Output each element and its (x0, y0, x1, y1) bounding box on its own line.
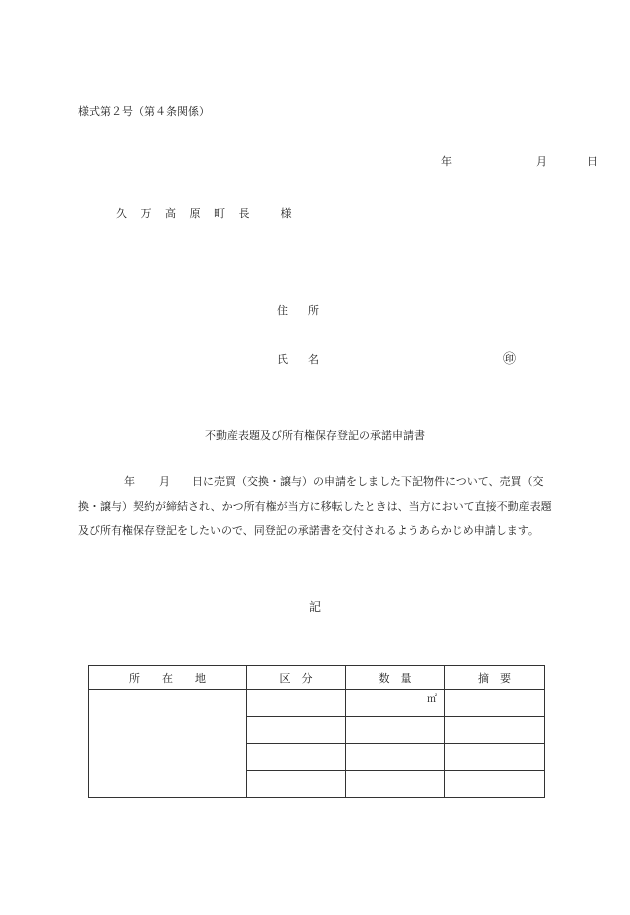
category-cell (247, 717, 346, 744)
property-table (88, 665, 545, 798)
address-label: 住所 (277, 304, 339, 317)
ki-heading: 記 (308, 600, 321, 614)
body-year: 年 (124, 475, 135, 488)
table-header-row (89, 666, 545, 690)
quantity-cell (346, 744, 445, 771)
quantity-cell (346, 690, 445, 717)
recipient-name: 久 万 高 原 町 長 (116, 207, 255, 220)
body-paragraph (78, 470, 558, 544)
remarks-cell (445, 744, 545, 771)
unit-label: ㎡ (427, 694, 437, 705)
body-text: 日に売買（交換・譲与）の申請をしました下記物件について、売買（交換・譲与）契約が締結され、かつ所有権が当方に移転したときは、当方において直接不動産表題及び所有権保存登記をしたいので、同登記の承諾書を交付されるようあらかじめ申請します。 (78, 475, 552, 537)
category-cell (247, 690, 346, 717)
header-remarks: 摘 要 (445, 666, 545, 690)
location-cell (89, 690, 247, 798)
quantity-cell (346, 717, 445, 744)
remarks-cell (445, 771, 545, 798)
document-title: 不動産表題及び所有権保存登記の承諾申請書 (205, 429, 425, 442)
recipient-honorific: 様 (280, 207, 292, 220)
recipient (116, 205, 291, 221)
form-number: 様式第２号（第４条関係） (78, 105, 210, 118)
name-label: 氏名 (277, 353, 339, 366)
date-line (441, 153, 598, 169)
date-year: 年 (441, 155, 452, 168)
date-day: 日 (587, 155, 598, 168)
quantity-cell (346, 771, 445, 798)
header-quantity: 数 量 (346, 666, 445, 690)
header-location: 所 在 地 (89, 666, 247, 690)
table-row (89, 690, 545, 717)
remarks-cell (445, 690, 545, 717)
category-cell (247, 771, 346, 798)
header-category: 区 分 (247, 666, 346, 690)
body-month: 月 (159, 475, 170, 488)
remarks-cell (445, 717, 545, 744)
seal-mark: ㊞ (503, 352, 517, 367)
category-cell (247, 744, 346, 771)
date-month: 月 (536, 155, 547, 168)
